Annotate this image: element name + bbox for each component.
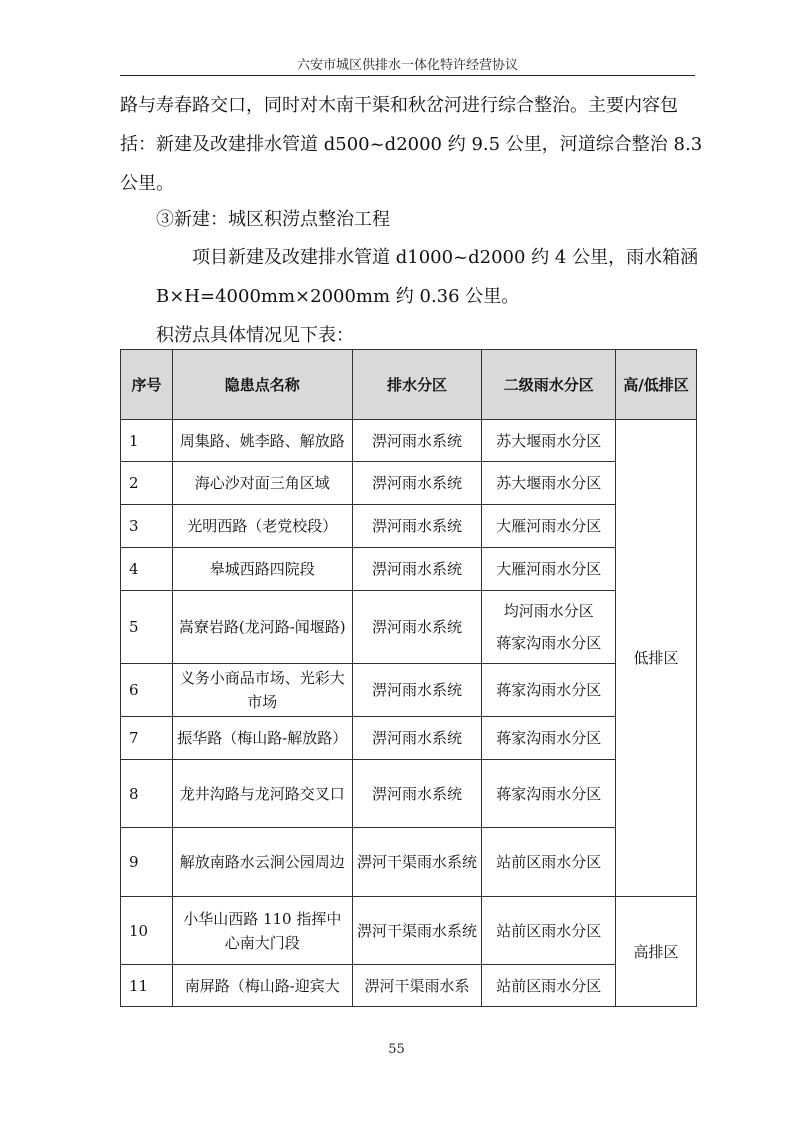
paragraph-waterlogging-project bbox=[120, 238, 699, 316]
row-zone: 蒋家沟雨水分区 bbox=[482, 664, 616, 717]
row-zone bbox=[482, 591, 616, 664]
paragraph-line: B×H=4000mm×2000mm 约 0.36 公里。 bbox=[156, 286, 520, 307]
paragraph-line: 公里。 bbox=[120, 173, 174, 194]
row-system: 淠河干渠雨水系统 bbox=[352, 897, 482, 965]
row-no: 9 bbox=[121, 828, 173, 897]
row-name: 皋城西路四院段 bbox=[172, 548, 352, 591]
row-system: 淠河干渠雨水系 bbox=[352, 965, 482, 1007]
row-no: 5 bbox=[121, 591, 173, 664]
row-name: 解放南路水云涧公园周边 bbox=[172, 828, 352, 897]
paragraph-line: 括：新建及改建排水管道 d500~d2000 约 9.5 公里，河道综合整治 8.3 bbox=[120, 134, 703, 155]
row-zone: 蒋家沟雨水分区 bbox=[482, 760, 616, 828]
row-zone: 苏大堰雨水分区 bbox=[482, 462, 616, 505]
section-heading bbox=[120, 200, 695, 239]
row-zone: 蒋家沟雨水分区 bbox=[482, 717, 616, 760]
paragraph-line: 路与寿春路交口，同时对木南干渠和秋岔河进行综合整治。主要内容包 bbox=[120, 95, 678, 116]
high-zone-cell: 高排区 bbox=[616, 897, 697, 1007]
header-system: 排水分区 bbox=[352, 350, 482, 420]
row-zone-line: 蒋家沟雨水分区 bbox=[496, 634, 602, 652]
waterlogging-table bbox=[120, 349, 697, 1007]
table-header-row bbox=[121, 350, 697, 420]
row-no: 6 bbox=[121, 664, 173, 717]
table-row bbox=[121, 505, 697, 548]
row-name: 龙井沟路与龙河路交叉口 bbox=[172, 760, 352, 828]
header-no: 序号 bbox=[121, 350, 173, 420]
row-no: 1 bbox=[121, 420, 173, 462]
table-row bbox=[121, 965, 697, 1007]
section-heading-text: ③新建：城区积涝点整治工程 bbox=[156, 209, 390, 230]
row-no: 11 bbox=[121, 965, 173, 1007]
row-no: 8 bbox=[121, 760, 173, 828]
row-name: 周集路、姚李路、解放路 bbox=[172, 420, 352, 462]
table-intro-text: 积涝点具体情况见下表： bbox=[156, 325, 354, 346]
header-rule bbox=[120, 75, 695, 76]
row-system: 淠河雨水系统 bbox=[352, 462, 482, 505]
row-zone: 站前区雨水分区 bbox=[482, 965, 616, 1007]
header-name: 隐患点名称 bbox=[172, 350, 352, 420]
row-no: 2 bbox=[121, 462, 173, 505]
row-name: 南屏路（梅山路-迎宾大 bbox=[172, 965, 352, 1007]
page-number: 55 bbox=[388, 1042, 405, 1057]
row-no: 7 bbox=[121, 717, 173, 760]
table-row bbox=[121, 420, 697, 462]
row-no: 4 bbox=[121, 548, 173, 591]
row-no: 3 bbox=[121, 505, 173, 548]
row-name: 小华山西路 110 指挥中心南大门段 bbox=[172, 897, 352, 965]
page-header: 六安市城区供排水一体化特许经营协议 bbox=[296, 58, 518, 73]
table-row bbox=[121, 462, 697, 505]
row-system: 淠河雨水系统 bbox=[352, 760, 482, 828]
row-zone-line: 均河雨水分区 bbox=[503, 602, 594, 620]
row-zone: 大雁河雨水分区 bbox=[482, 548, 616, 591]
row-no: 10 bbox=[121, 897, 173, 965]
row-system: 淠河雨水系统 bbox=[352, 505, 482, 548]
row-zone: 苏大堰雨水分区 bbox=[482, 420, 616, 462]
row-name: 嵩寮岩路(龙河路-闻堰路) bbox=[172, 591, 352, 664]
paragraph-line: 项目新建及改建排水管道 d1000~d2000 约 4 公里，雨水箱涵 bbox=[192, 247, 699, 268]
header-level: 高/低排区 bbox=[616, 350, 697, 420]
row-name: 振华路（梅山路-解放路） bbox=[172, 717, 352, 760]
table-row bbox=[121, 897, 697, 965]
row-zone: 站前区雨水分区 bbox=[482, 897, 616, 965]
row-name: 海心沙对面三角区域 bbox=[172, 462, 352, 505]
row-zone: 大雁河雨水分区 bbox=[482, 505, 616, 548]
low-zone-cell: 低排区 bbox=[616, 420, 697, 897]
row-name: 义务小商品市场、光彩大市场 bbox=[172, 664, 352, 717]
table-row bbox=[121, 717, 697, 760]
row-system: 淠河雨水系统 bbox=[352, 420, 482, 462]
row-system: 淠河雨水系统 bbox=[352, 664, 482, 717]
row-system: 淠河干渠雨水系统 bbox=[352, 828, 482, 897]
row-system: 淠河雨水系统 bbox=[352, 548, 482, 591]
table-row bbox=[121, 664, 697, 717]
row-zone: 站前区雨水分区 bbox=[482, 828, 616, 897]
row-system: 淠河雨水系统 bbox=[352, 591, 482, 664]
table-row bbox=[121, 760, 697, 828]
row-name: 光明西路（老党校段） bbox=[172, 505, 352, 548]
header-zone: 二级雨水分区 bbox=[482, 350, 616, 420]
table-row bbox=[121, 591, 697, 664]
table-row bbox=[121, 828, 697, 897]
table-row bbox=[121, 548, 697, 591]
row-system: 淠河雨水系统 bbox=[352, 717, 482, 760]
paragraph-pipe-works bbox=[120, 86, 703, 203]
